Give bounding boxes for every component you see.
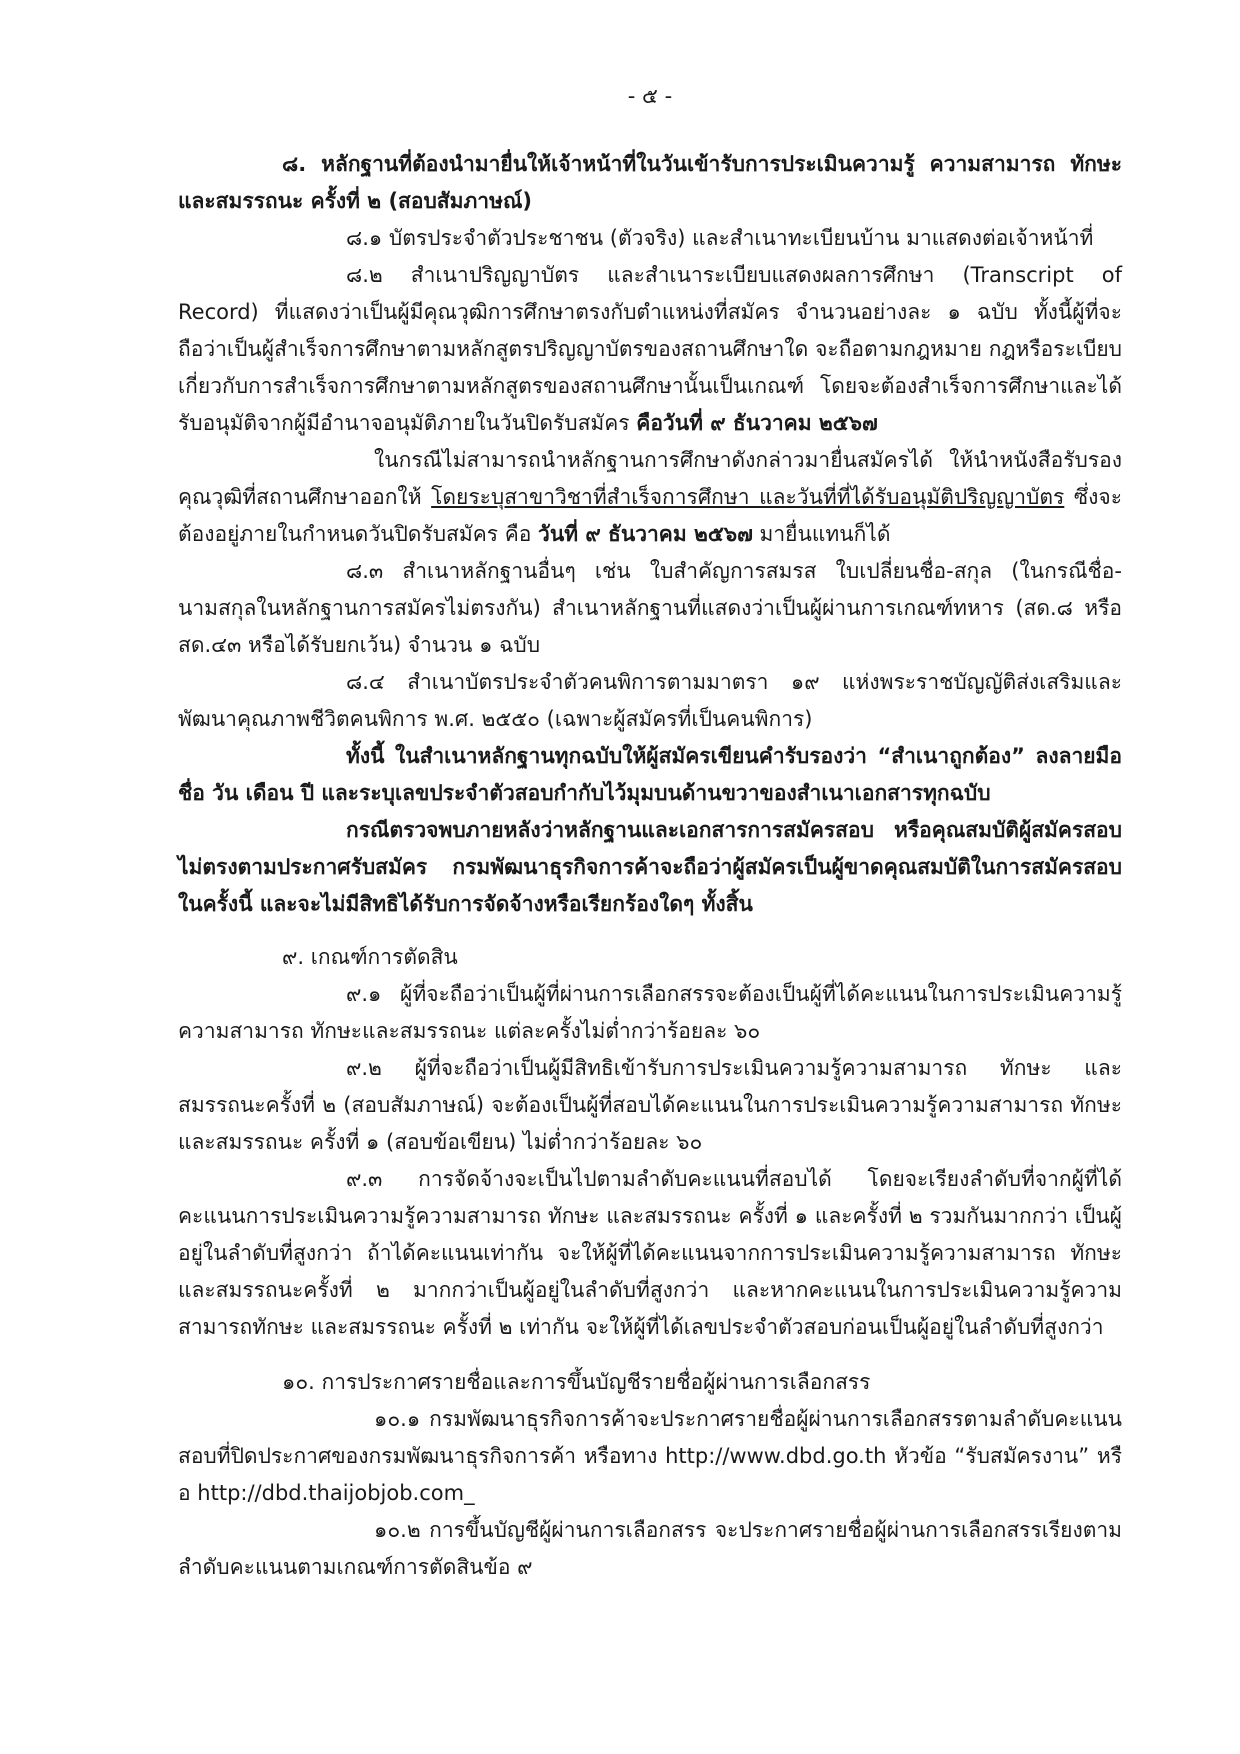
item-8-3: ๘.๓ สำเนาหลักฐานอื่นๆ เช่น ใบสำคัญการสมรส ใบเปลี่ยนชื่อ-สกุล (ในกรณีชื่อ-นามสกุลในหลักฐานการสมัครไม่ตรงกัน) สำเนาหลักฐานที่แสดงว่าเป็นผู้ผ่านการเกณฑ์ทหาร (สด.๘ หรือ สด.๔๓ หรือได้รับยกเว้น) จำนวน ๑ ฉบับ [178, 559, 1122, 657]
section-10-heading: ๑๐. การประกาศรายชื่อและการขึ้นบัญชีรายชื่อผู้ผ่านการเลือกสรร [282, 1370, 871, 1394]
item-8-2-note-a: ในกรณีไม่สามารถนำหลักฐานการศึกษาดังกล่าวมายื่นสมัครได้ ให้นำหนังสือรับรองคุณวุฒิที่สถานศึกษาออกให้ [178, 448, 1122, 509]
section-10 [178, 1364, 1122, 1586]
item-8-2-note-underline: โดยระบุสาขาวิชาที่สำเร็จการศึกษา และวันที่ที่ได้รับอนุมัติปริญญาบัตร [431, 485, 1065, 509]
item-10-1: ๑๐.๑ กรมพัฒนาธุรกิจการค้าจะประกาศรายชื่อผู้ผ่านการเลือกสรรตามลำดับคะแนนสอบที่ปิดประกาศของกรมพัฒนาธุรกิจการค้า หรือทาง http://www.dbd.go.th หัวข้อ “รับสมัครงาน” หรือ http://dbd.thaijobjob.com_ [178, 1407, 1122, 1505]
certify-statement: ทั้งนี้ ในสำเนาหลักฐานทุกฉบับให้ผู้สมัครเขียนคำรับรองว่า “สำเนาถูกต้อง” ลงลายมือชื่อ วัน เดือน ปี และระบุเลขประจำตัวสอบกำกับไว้มุมบนด้านขวาของสำเนาเอกสารทุกฉบับ [178, 744, 1122, 805]
page-number: - ๕ - [627, 84, 673, 108]
item-9-3: ๙.๓ การจัดจ้างจะเป็นไปตามลำดับคะแนนที่สอบได้ โดยจะเรียงลำดับที่จากผู้ที่ได้คะแนนการประเมินความรู้ความสามารถ ทักษะ และสมรรถนะ ครั้งที่ ๑ และครั้งที่ ๒ รวมกันมากกว่า เป็นผู้อยู่ในลำดับที่สูงกว่า ถ้าได้คะแนนเท่ากัน จะให้ผู้ที่ได้คะแนนจากการประเมินความรู้ความสามารถ ทักษะ และสมรรถนะครั้งที่ ๒ มากกว่าเป็นผู้อยู่ในลำดับที่สูงกว่า และหากคะแนนในการประเมินความรู้ความสามารถทักษะ และสมรรถนะ ครั้งที่ ๒ เท่ากัน จะให้ผู้ที่ได้เลขประจำตัวสอบก่อนเป็นผู้อยู่ในลำดับที่สูงกว่า [178, 1167, 1122, 1339]
item-9-2: ๙.๒ ผู้ที่จะถือว่าเป็นผู้มีสิทธิเข้ารับการประเมินความรู้ความสามารถ ทักษะ และสมรรถนะครั้งที่ ๒ (สอบสัมภาษณ์) จะต้องเป็นผู้ที่สอบได้คะแนนในการประเมินความรู้ความสามารถ ทักษะ และสมรรถนะ ครั้งที่ ๑ (สอบข้อเขียน) ไม่ต่ำกว่าร้อยละ ๖๐ [178, 1056, 1122, 1154]
item-8-2-text: ๘.๒ สำเนาปริญญาบัตร และสำเนาระเบียบแสดงผลการศึกษา (Transcript of Record) ที่แสดงว่าเป็นผู้มีคุณวุฒิการศึกษาตรงกับตำแหน่งที่สมัคร จำนวนอย่างละ ๑ ฉบับ ทั้งนี้ผู้ที่จะถือว่าเป็นผู้สำเร็จการศึกษาตามหลักสูตรปริญญาบัตรของสถานศึกษาใด จะถือตามกฎหมาย กฎหรือระเบียบเกี่ยวกับการสำเร็จการศึกษาตามหลักสูตรของสถานศึกษานั้นเป็นเกณฑ์ โดยจะต้องสำเร็จการศึกษาและได้รับอนุมัติจากผู้มีอำนาจอนุมัติภายในวันปิดรับสมัคร [178, 263, 1122, 435]
section-9-heading: ๙. เกณฑ์การตัดสิน [282, 945, 458, 969]
section-8-heading-line2: และสมรรถนะ ครั้งที่ ๒ (สอบสัมภาษณ์) [178, 189, 533, 213]
item-8-2-note-c: มายื่นแทนก็ได้ [752, 522, 891, 546]
item-8-2-note-deadline: วันที่ ๙ ธันวาคม ๒๕๖๗ [538, 522, 753, 546]
item-8-2-note [178, 442, 1122, 553]
item-8-1: ๘.๑ บัตรประจำตัวประชาชน (ตัวจริง) และสำเนาทะเบียนบ้าน มาแสดงต่อเจ้าหน้าที่ [346, 226, 1094, 250]
section-8 [178, 146, 1122, 923]
section-8-heading [178, 146, 1122, 220]
item-8-2-deadline: คือวันที่ ๙ ธันวาคม ๒๕๖๗ [636, 411, 878, 435]
item-10-2: ๑๐.๒ การขึ้นบัญชีผู้ผ่านการเลือกสรร จะประกาศรายชื่อผู้ผ่านการเลือกสรรเรียงตามลำดับคะแนนตามเกณฑ์การตัดสินข้อ ๙ [178, 1518, 1122, 1579]
item-8-2 [178, 257, 1122, 442]
item-8-4: ๘.๔ สำเนาบัตรประจำตัวคนพิการตามมาตรา ๑๙ แห่งพระราชบัญญัติส่งเสริมและพัฒนาคุณภาพชีวิตคนพิการ พ.ศ. ๒๕๕๐ (เฉพาะผู้สมัครที่เป็นคนพิการ) [178, 670, 1122, 731]
item-8-2-note-b: ซึ่งจะต้องอยู่ภายในกำหนดวันปิดรับสมัคร คือ [178, 485, 1122, 546]
disqualify-statement: กรณีตรวจพบภายหลังว่าหลักฐานและเอกสารการสมัครสอบ หรือคุณสมบัติผู้สมัครสอบไม่ตรงตามประกาศรับสมัคร กรมพัฒนาธุรกิจการค้าจะถือว่าผู้สมัครเป็นผู้ขาดคุณสมบัติในการสมัครสอบในครั้งนี้ และจะไม่มีสิทธิได้รับการจัดจ้างหรือเรียกร้องใดๆ ทั้งสิ้น [178, 818, 1122, 916]
section-9 [178, 939, 1122, 1346]
section-8-heading-line1: ๘. หลักฐานที่ต้องนำมายื่นให้เจ้าหน้าที่ในวันเข้ารับการประเมินความรู้ ความสามารถ ทักษะ [282, 152, 1122, 176]
item-9-1: ๙.๑ ผู้ที่จะถือว่าเป็นผู้ที่ผ่านการเลือกสรรจะต้องเป็นผู้ที่ได้คะแนนในการประเมินความรู้ความสามารถ ทักษะและสมรรถนะ แต่ละครั้งไม่ต่ำกว่าร้อยละ ๖๐ [178, 982, 1122, 1043]
